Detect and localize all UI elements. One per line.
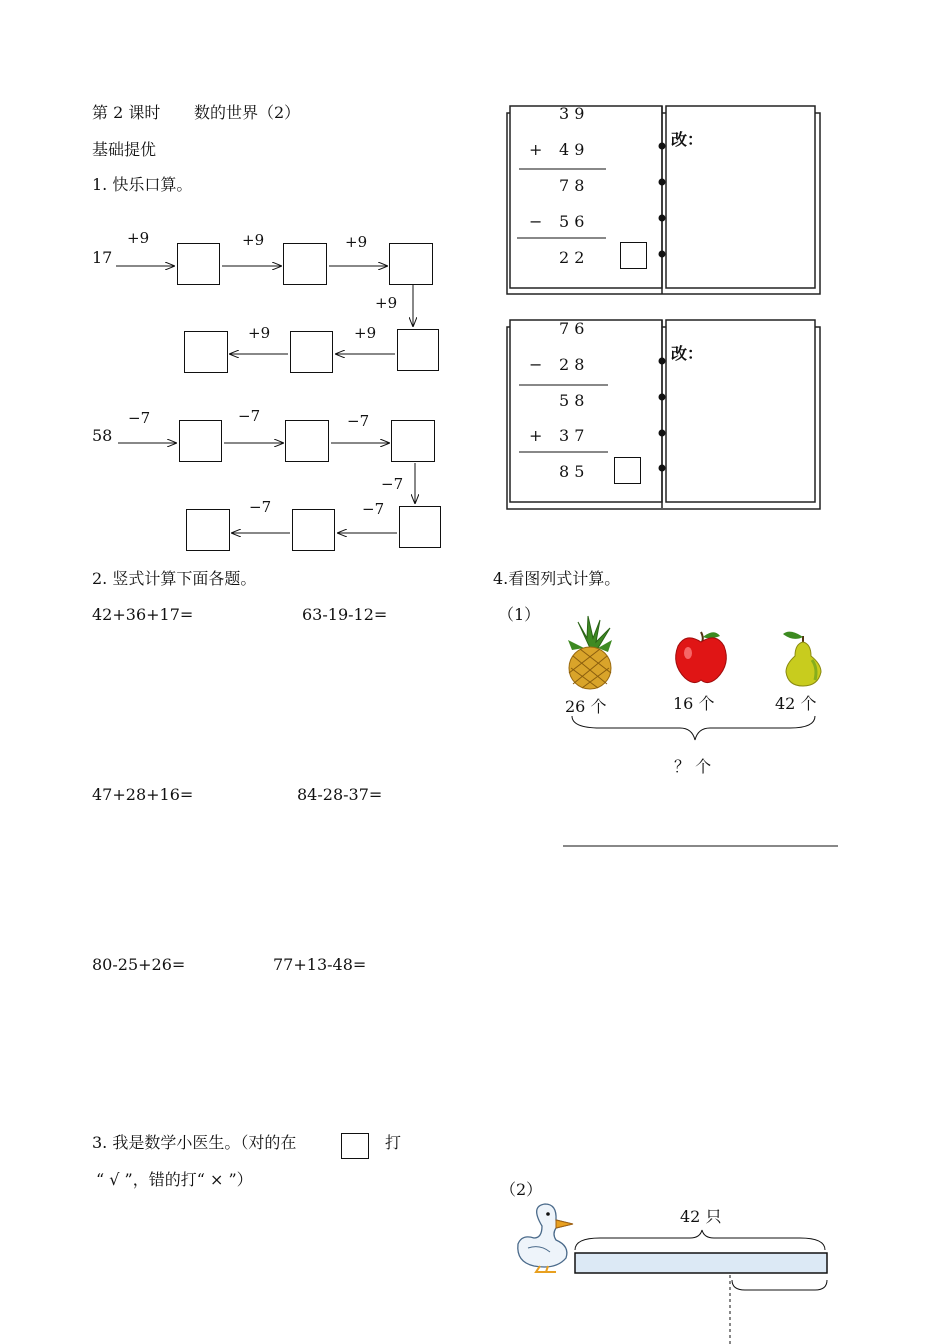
- chain1-op: +9: [242, 231, 265, 249]
- section-title: 基础提优: [92, 140, 157, 159]
- problem: 84-28-37=: [297, 785, 383, 804]
- part-label: （1）: [498, 605, 541, 624]
- fruit-count: 42 个: [775, 694, 817, 713]
- chain1-op: +9: [127, 229, 150, 247]
- vertical-sign: −: [529, 355, 543, 374]
- vertical-digits: 5 6: [559, 212, 585, 231]
- chain2-op: −7: [347, 412, 370, 430]
- part-label: （2）: [500, 1180, 543, 1199]
- correction-label: 改：: [671, 344, 704, 363]
- chain2-start: 58: [92, 426, 113, 445]
- chain1-start: 17: [92, 248, 113, 267]
- vertical-digits: 4 9: [559, 140, 585, 159]
- vertical-digits: 8 5: [559, 462, 585, 481]
- problem: 80-25+26=: [92, 955, 186, 974]
- lesson-number: 第 2 课时: [92, 103, 161, 122]
- q4-title: 4.看图列式计算。: [493, 569, 621, 588]
- vertical-digits: 7 8: [559, 176, 585, 195]
- vertical-sign: −: [529, 212, 543, 231]
- chain2-op: −7: [128, 409, 151, 427]
- problem: 42+36+17=: [92, 605, 194, 624]
- pineapple-icon: [568, 616, 612, 689]
- vertical-digits: 2 8: [559, 355, 585, 374]
- problem: 77+13-48=: [273, 955, 367, 974]
- q1-title: 1. 快乐口算。: [92, 175, 193, 194]
- fruit-count: 16 个: [673, 694, 715, 713]
- problem: 63-19-12=: [302, 605, 388, 624]
- apple-icon: [676, 632, 727, 683]
- correction-label: 改：: [671, 130, 704, 149]
- vertical-digits: 2 2: [559, 248, 585, 267]
- q2-title: 2. 竖式计算下面各题。: [92, 569, 257, 588]
- duck-icon: [518, 1204, 573, 1272]
- chain2-op: −7: [249, 498, 272, 516]
- chain1-op: +9: [345, 233, 368, 251]
- chain2-op: −7: [238, 407, 261, 425]
- q3-title: 3. 我是数学小医生。（对的在: [92, 1133, 297, 1152]
- chain1-op: +9: [354, 324, 377, 342]
- vertical-sign: +: [529, 426, 543, 445]
- chain1-op: +9: [248, 324, 271, 342]
- pear-icon: [783, 632, 821, 686]
- problem: 47+28+16=: [92, 785, 194, 804]
- vertical-digits: 5 8: [559, 391, 585, 410]
- lesson-title: 数的世界（2）: [194, 103, 301, 122]
- chain1-op: +9: [375, 294, 398, 312]
- bar-total: 42 只: [680, 1207, 722, 1226]
- q3-instruction: “ √ ”，错的打“ × ”）: [96, 1170, 253, 1189]
- vertical-digits: 7 6: [559, 319, 585, 338]
- q3-title-cont: 打: [385, 1133, 402, 1152]
- total-question: ？ 个: [674, 757, 712, 776]
- vertical-digits: 3 9: [559, 104, 585, 123]
- chain2-op: −7: [362, 500, 385, 518]
- fruit-count: 26 个: [565, 697, 607, 716]
- vertical-sign: +: [529, 140, 543, 159]
- chain2-op: −7: [381, 475, 404, 493]
- vertical-digits: 3 7: [559, 426, 585, 445]
